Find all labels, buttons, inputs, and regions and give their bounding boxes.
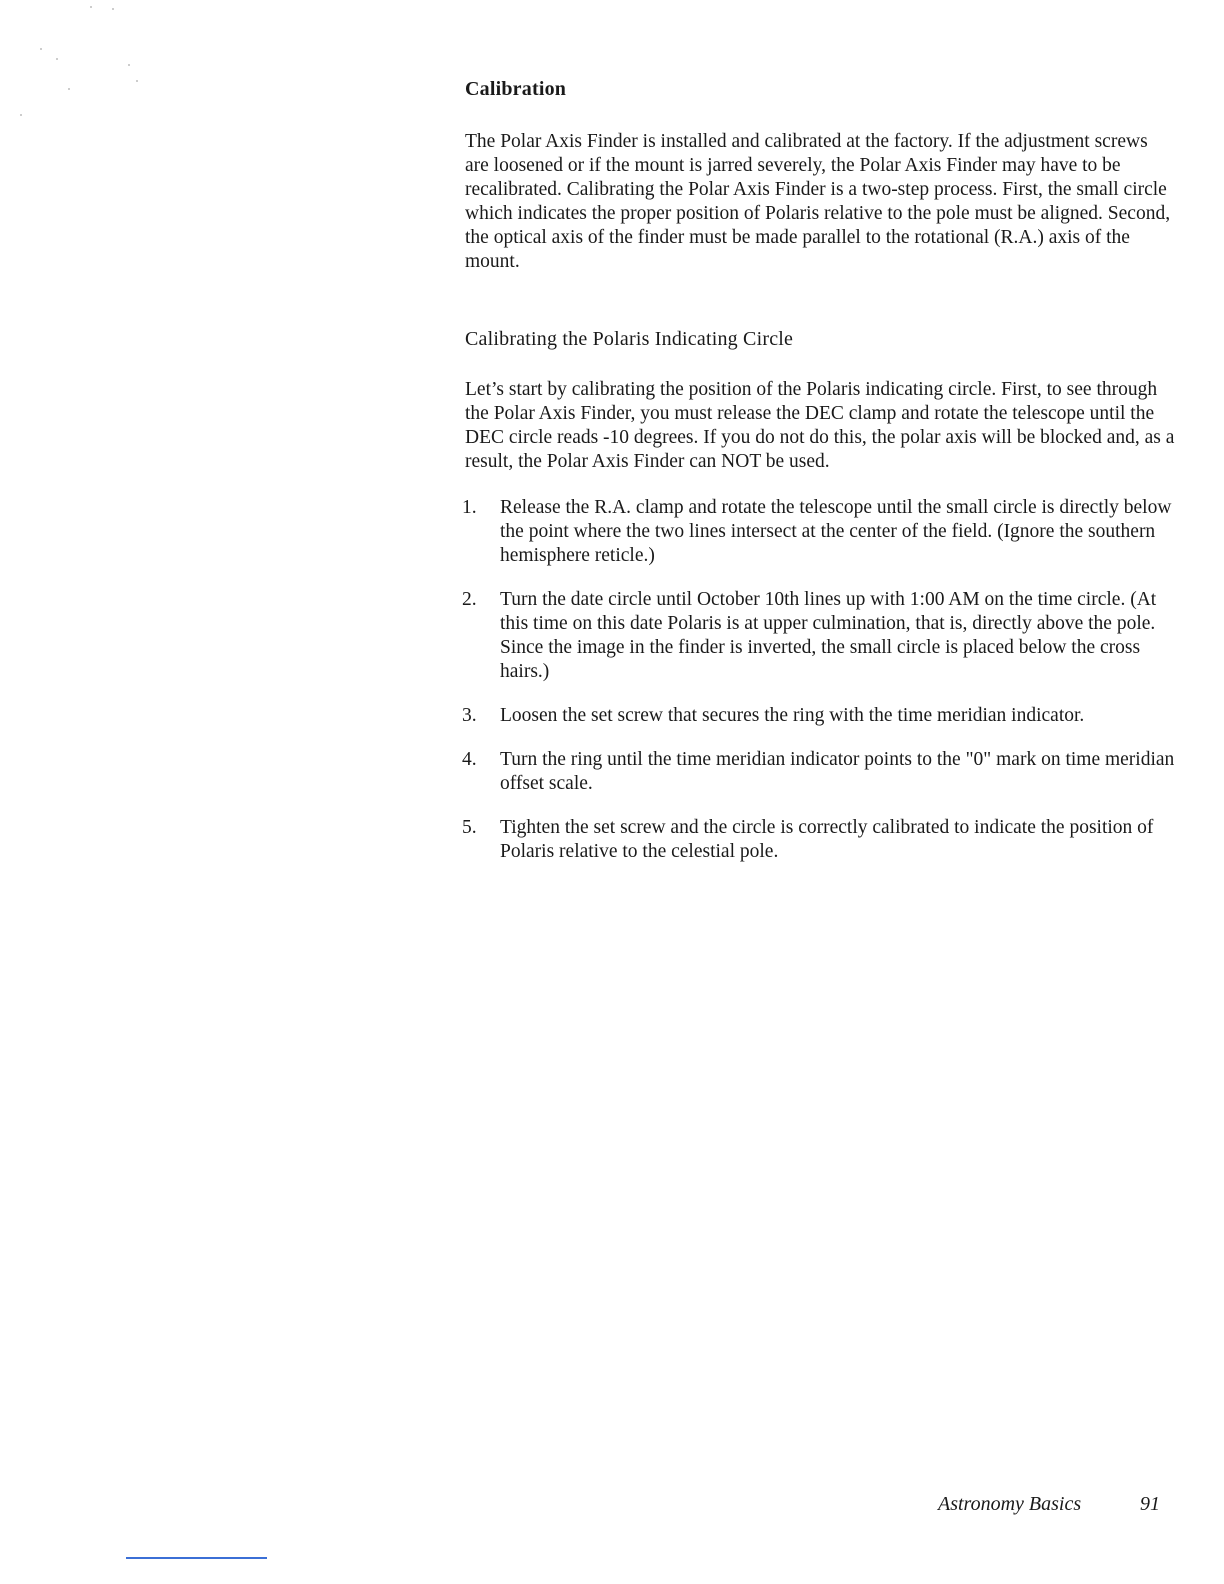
lead-paragraph: Let’s start by calibrating the position of the Polaris indicating circle. First, to see through the Polar Axis Finder, you must release the DEC clamp and rotate the telescope until the DEC circle reads -10 degrees. If you do not do this, the polar axis will be blocked and, as a result, the Polar Axis Finder can NOT be used.	[465, 379, 1175, 472]
step-text: Loosen the set screw that secures the ring with the time meridian indicator.	[500, 705, 1085, 726]
section-heading: Calibration	[465, 78, 567, 100]
step-item	[462, 704, 1175, 728]
scan-speck	[20, 114, 22, 116]
step-text: Turn the ring until the time meridian indicator points to the "0" mark on time meridian offset scale.	[500, 749, 1175, 794]
intro-paragraph: The Polar Axis Finder is installed and calibrated at the factory. If the adjustment screws are loosened or if the mount is jarred severely, the Polar Axis Finder may have to be recalibrated. Calibrating the Polar Axis Finder is a two-step process. First, the small circle which indicates the proper position of Polaris relative to the pole must be aligned. Second, the optical axis of the finder must be made parallel to the rotational (R.A.) axis of the mount.	[465, 131, 1171, 272]
scan-speck	[68, 88, 70, 90]
step-number: 3.	[462, 705, 477, 726]
scan-speck	[90, 6, 92, 8]
bottom-rule-line	[126, 1557, 267, 1559]
step-text: Turn the date circle until October 10th lines up with 1:00 AM on the time circle. (At this time on this date Polaris is at upper culmination, that is, directly above the pole. Since the image in the finder is inverted, the small circle is placed below the cross hairs.)	[500, 589, 1157, 682]
steps-list	[462, 496, 1175, 864]
scan-speck	[40, 48, 42, 50]
step-item	[462, 748, 1175, 796]
step-number: 5.	[462, 817, 477, 838]
scan-speck	[136, 80, 138, 82]
page-footer	[0, 1493, 1224, 1523]
scan-speck	[128, 64, 130, 66]
step-number: 2.	[462, 589, 477, 610]
step-item	[462, 816, 1175, 864]
step-number: 1.	[462, 497, 477, 518]
page-number: 91	[1140, 1493, 1160, 1515]
step-item	[462, 496, 1175, 568]
main-content	[462, 76, 1175, 884]
footer-book-title: Astronomy Basics	[938, 1493, 1082, 1515]
scan-speck	[56, 58, 58, 60]
subsection-heading: Calibrating the Polaris Indicating Circle	[465, 328, 794, 350]
step-text: Release the R.A. clamp and rotate the telescope until the small circle is directly below the point where the two lines intersect at the center of the field. (Ignore the southern hemisphere reticle.)	[500, 497, 1172, 566]
step-item	[462, 588, 1175, 684]
step-text: Tighten the set screw and the circle is correctly calibrated to indicate the position of Polaris relative to the celestial pole.	[500, 817, 1154, 862]
scan-speck	[112, 8, 114, 10]
step-number: 4.	[462, 749, 477, 770]
